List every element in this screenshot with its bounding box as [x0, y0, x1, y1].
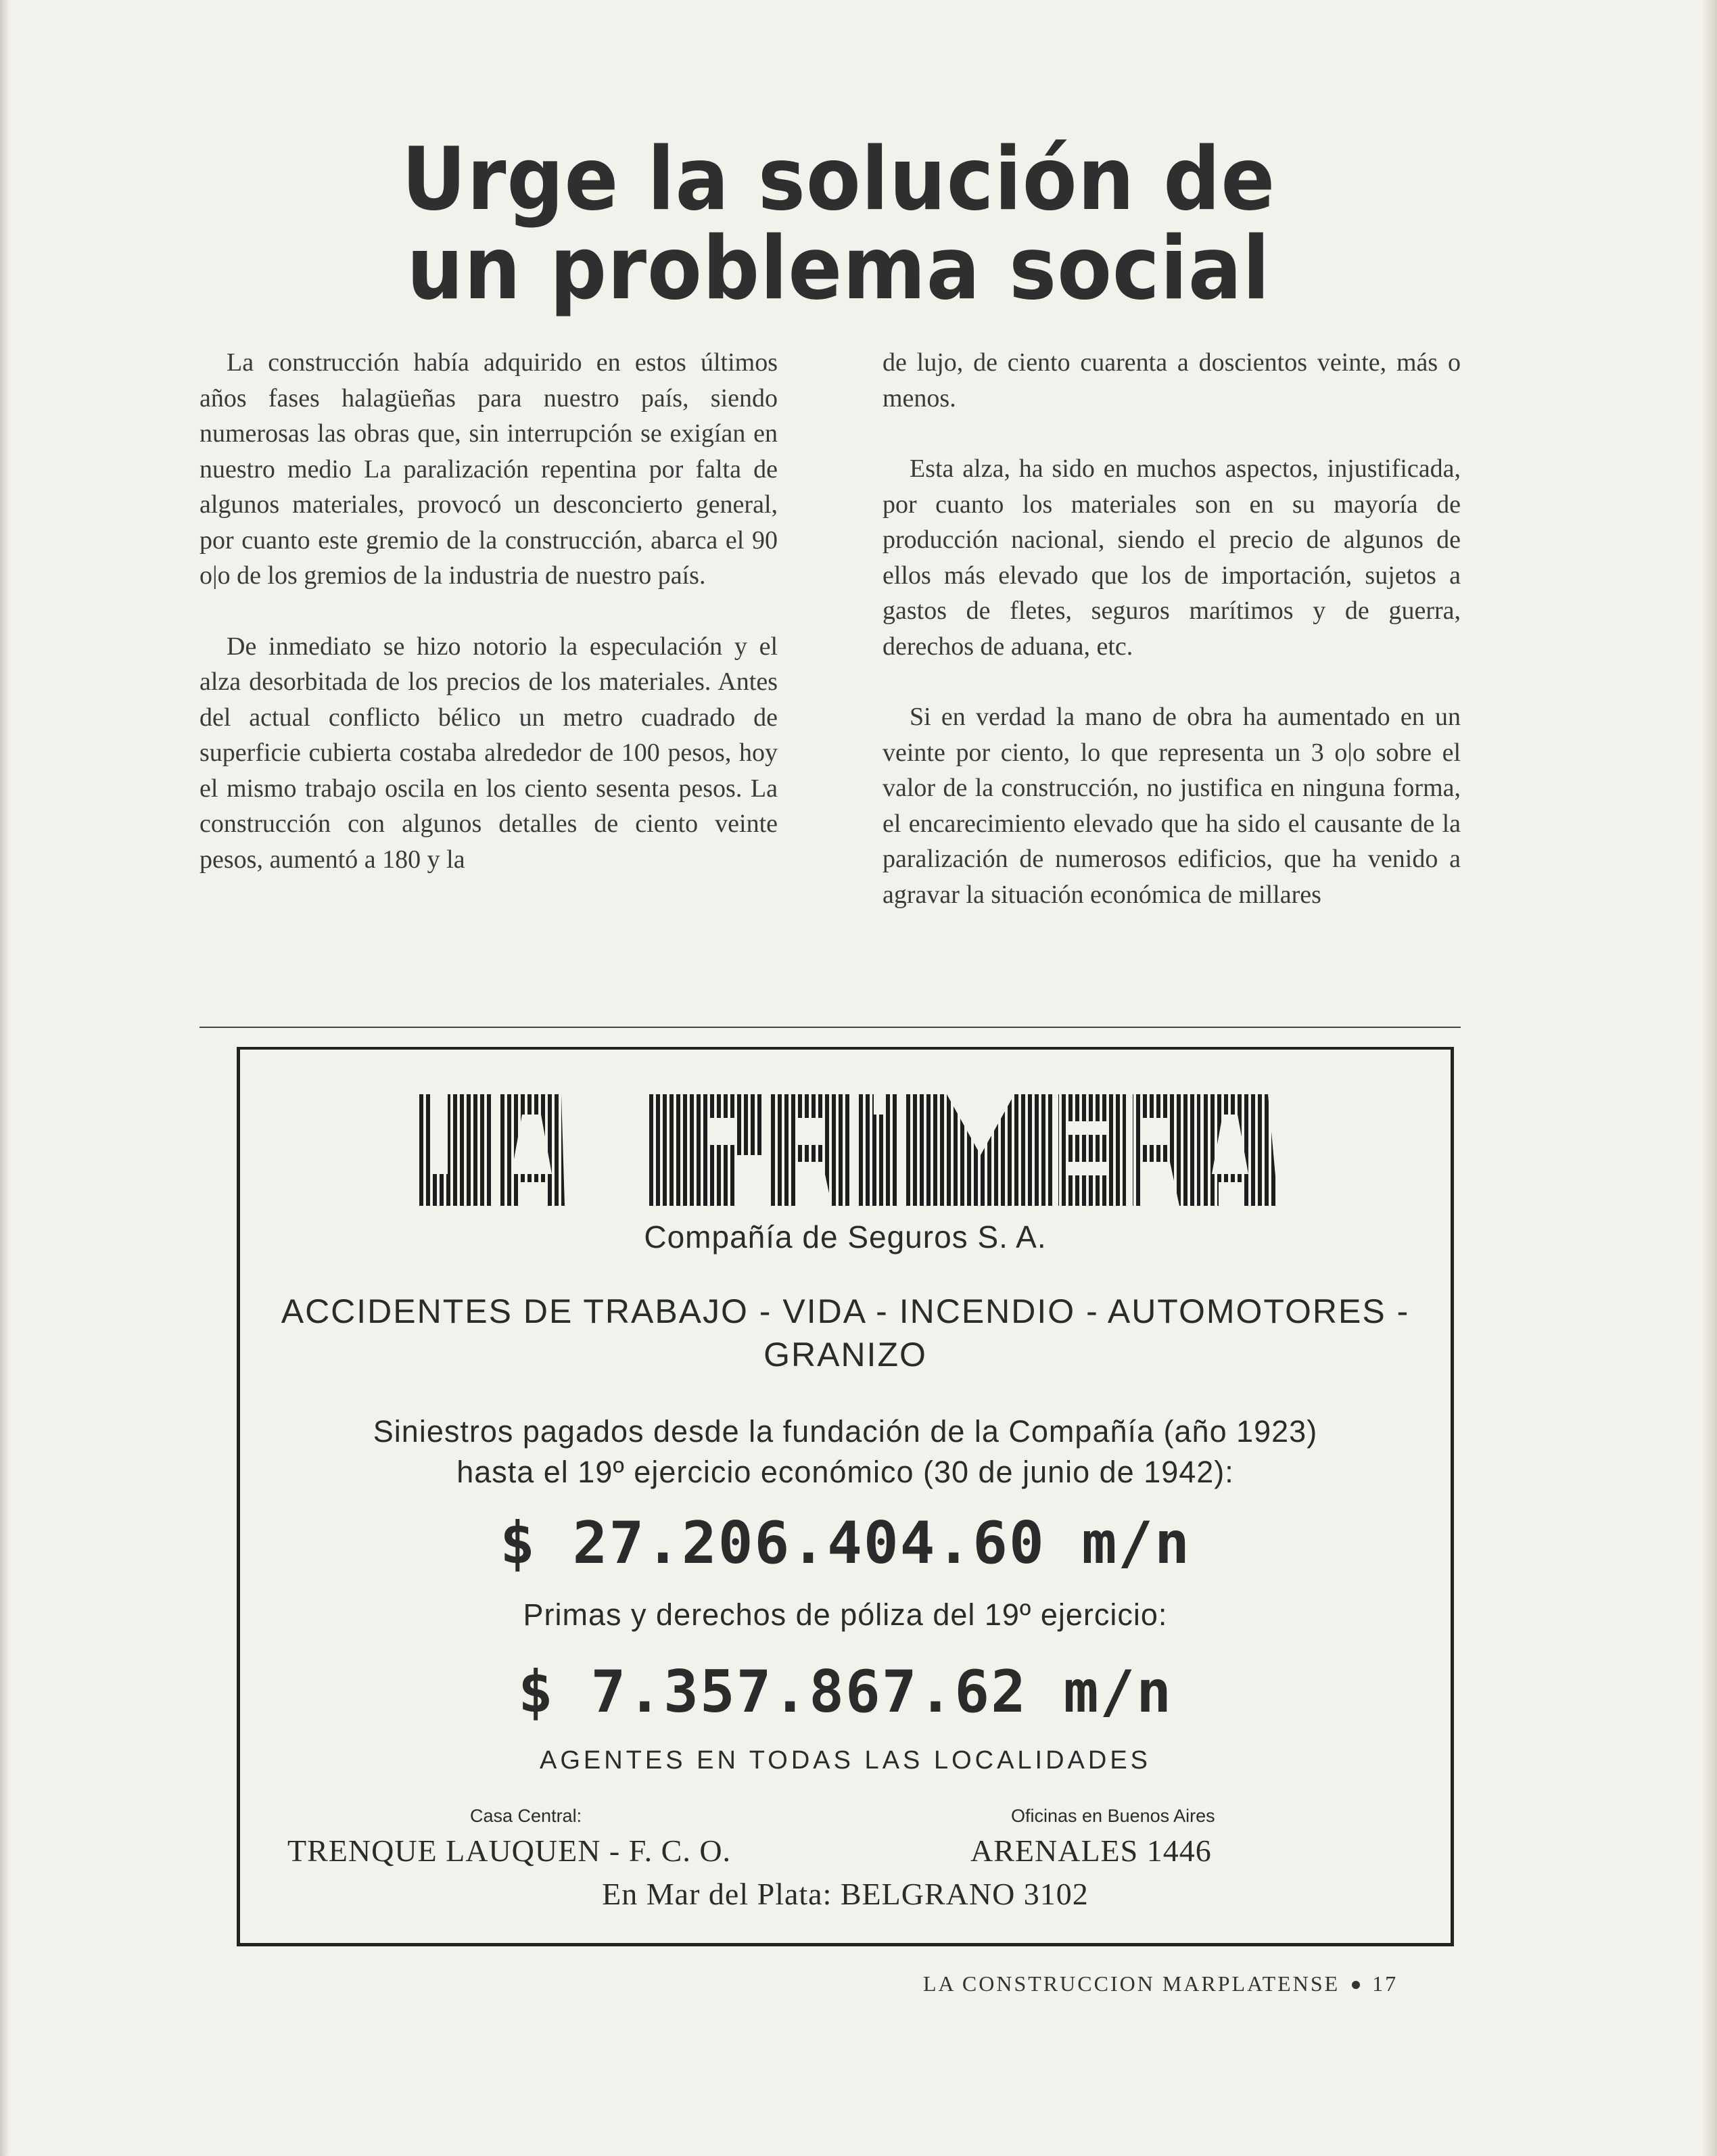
article-column-right [883, 345, 1461, 947]
insurance-advertisement [237, 1047, 1454, 1946]
publication-name: LA CONSTRUCCION MARPLATENSE [923, 1971, 1340, 1996]
section-divider [199, 1027, 1461, 1028]
company-name: Compañía de Seguros S. A. [644, 1219, 1047, 1255]
article-paragraph: Si en verdad la mano de obra ha aumentado en un veinte por ciento, lo que representa un 3 o|o sobre el valor de la construcción, no justifica en ninguna forma, el encarecimiento elevado que ha sido el causante de la paralización de numerosos edificios, que ha venido a agravar la situación económica de millares [883, 703, 1461, 909]
page-edge [1702, 0, 1717, 2156]
buenos-aires-office-address: ARENALES 1446 [970, 1833, 1212, 1868]
page-footer [923, 1971, 1398, 1996]
article-column-left [199, 345, 778, 912]
article-paragraph: La construcción había adquirido en estos últimos años fases halagüeñas para nuestro país, siendo numerosas las obras que, sin interrupción se exigían en nuestro medio La paralización repentina por falta de algunos materiales, provocó un desconcierto general, por cuanto este gremio de la construcción, abarca el 90 o|o de los gremios de la industria de nuestro país. [199, 348, 778, 590]
headline-line-2: un problema social [406, 218, 1271, 319]
insurance-lines: ACCIDENTES DE TRABAJO - VIDA - INCENDIO - AUTOMOTORES - GRANIZO [281, 1292, 1410, 1374]
premiums-amount: $ 7.357.867.62 m/n [518, 1658, 1173, 1726]
mar-del-plata-address: En Mar del Plata: BELGRANO 3102 [602, 1877, 1089, 1911]
page-edge [0, 0, 9, 2156]
head-office-address: TRENQUE LAUQUEN - F. C. O. [287, 1833, 732, 1868]
headline-line-1: Urge la solución de [401, 129, 1276, 230]
premiums-heading: Primas y derechos de póliza del 19º ejercicio: [523, 1597, 1168, 1632]
head-office-label: Casa Central: [470, 1806, 582, 1826]
buenos-aires-office-label: Oficinas en Buenos Aires [1011, 1806, 1215, 1826]
agents-notice: AGENTES EN TODAS LAS LOCALIDADES [539, 1746, 1152, 1775]
la-primera-logo [419, 1094, 1278, 1206]
page-number: 17 [1372, 1971, 1398, 1996]
claims-paid-heading [240, 1411, 1451, 1493]
article-paragraph: De inmediato se hizo notorio la especulación y el alza desorbitada de los precios de los materiales. Antes del actual conflicto bélico un metro cuadrado de superficie cubierta costaba alrededor de 100 pesos, hoy el mismo trabajo oscila en los ciento sesenta pesos. La construcción con algunos detalles de ciento veinte pesos, aumentó a 180 y la [199, 632, 778, 874]
article-paragraph: Esta alza, ha sido en muchos aspectos, injustificada, por cuanto los materiales son en su mayoría de producción nacional, siendo el precio de algunos de ellos más elevado que los de importación, sujetos a gastos de fletes, seguros marítimos y de guerra, derechos de aduana, etc. [883, 454, 1461, 661]
bullet-icon [1352, 1981, 1360, 1989]
claims-paid-line-1: Siniestros pagados desde la fundación de la Compañía (año 1923) [373, 1414, 1318, 1449]
article-headline [248, 129, 1430, 319]
article-paragraph: de lujo, de ciento cuarenta a doscientos veinte, más o menos. [883, 348, 1461, 413]
claims-paid-amount: $ 27.206.404.60 m/n [500, 1509, 1191, 1577]
claims-paid-line-2: hasta el 19º ejercicio económico (30 de junio de 1942): [456, 1455, 1234, 1489]
